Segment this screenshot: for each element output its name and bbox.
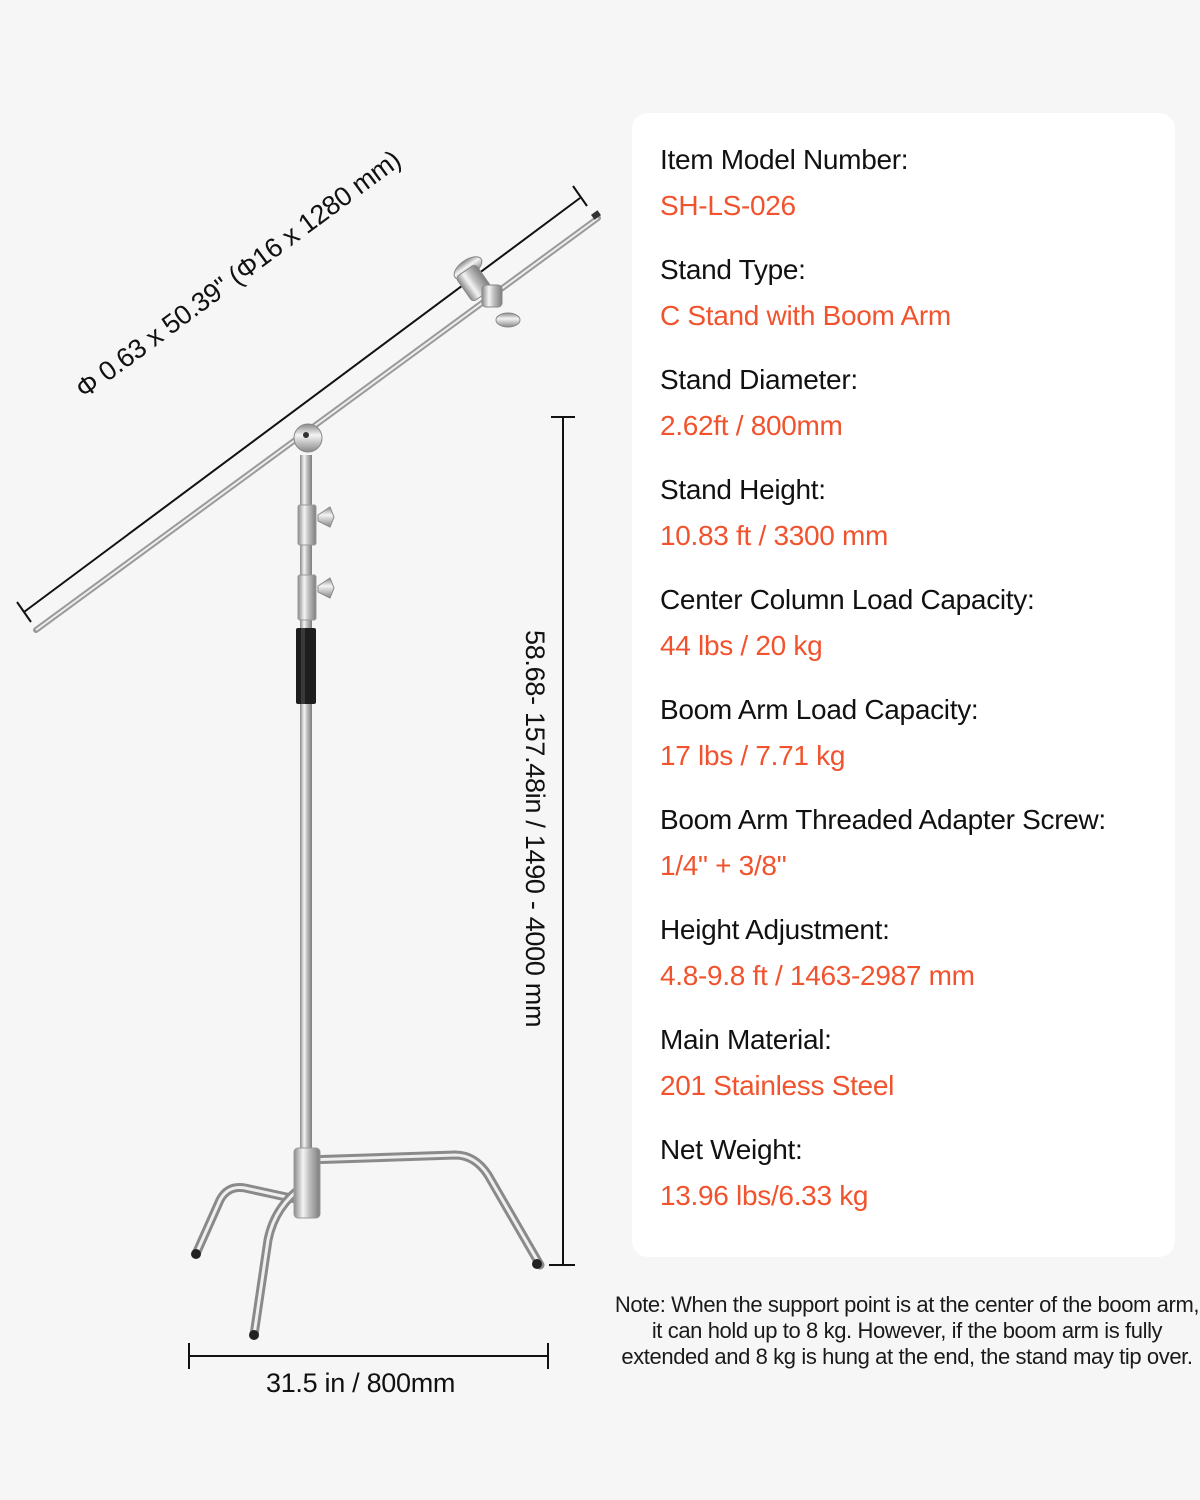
base-width-dimension-label: 31.5 in / 800mm	[266, 1368, 456, 1398]
spec-value: 2.62ft / 800mm	[660, 410, 843, 441]
width-dimension-line	[189, 1343, 548, 1369]
spec-value: C Stand with Boom Arm	[660, 300, 951, 331]
spec-card	[632, 113, 1175, 1257]
spec-height-adjustment	[660, 913, 975, 993]
height-dimension-label: 58.68- 157.48in / 1490 - 4000 mm	[520, 630, 550, 1028]
spec-stand-height	[660, 473, 888, 553]
spec-value: 201 Stainless Steel	[660, 1070, 895, 1101]
stand-base	[191, 1148, 542, 1340]
spec-item-model-number	[660, 143, 908, 223]
spec-adapter-screw	[660, 803, 1106, 883]
spec-value: 4.8-9.8 ft / 1463-2987 mm	[660, 960, 975, 991]
spec-label: Center Column Load Capacity:	[660, 584, 1035, 615]
spec-label: Boom Arm Load Capacity:	[660, 694, 979, 725]
spec-stand-type	[660, 253, 951, 333]
spec-label: Stand Height:	[660, 474, 826, 505]
spec-boom-arm-load	[660, 693, 978, 773]
spec-stand-diameter	[660, 363, 858, 443]
spec-label: Stand Diameter:	[660, 364, 858, 395]
spec-value: 44 lbs / 20 kg	[660, 630, 823, 661]
spec-label: Stand Type:	[660, 254, 806, 285]
spec-label: Boom Arm Threaded Adapter Screw:	[660, 804, 1106, 835]
boom-arm	[36, 210, 601, 630]
spec-value: 13.96 lbs/6.33 kg	[660, 1180, 869, 1211]
spec-value: SH-LS-026	[660, 190, 796, 221]
spec-value: 10.83 ft / 3300 mm	[660, 520, 889, 551]
spec-label: Main Material:	[660, 1024, 832, 1055]
spec-main-material	[660, 1023, 894, 1103]
spec-value: 17 lbs / 7.71 kg	[660, 740, 846, 771]
usage-note: Note: When the support point is at the center of the boom arm, it can hold up to 8 kg. However, if the boom arm is fully extended and 8 kg is hung at the end, the stand may tip over.	[614, 1292, 1200, 1369]
spec-value: 1/4" + 3/8"	[660, 850, 787, 881]
spec-net-weight	[660, 1133, 868, 1213]
boom-arm-dimension-label: Φ 0.63 x 50.39" (Φ16 x 1280 mm)	[70, 144, 407, 405]
stand-column	[294, 424, 334, 1155]
spec-label: Item Model Number:	[660, 144, 909, 175]
height-dimension-line	[549, 417, 575, 1265]
spec-label: Height Adjustment:	[660, 914, 890, 945]
spec-label: Net Weight:	[660, 1134, 803, 1165]
spec-center-column-load	[660, 583, 1034, 663]
